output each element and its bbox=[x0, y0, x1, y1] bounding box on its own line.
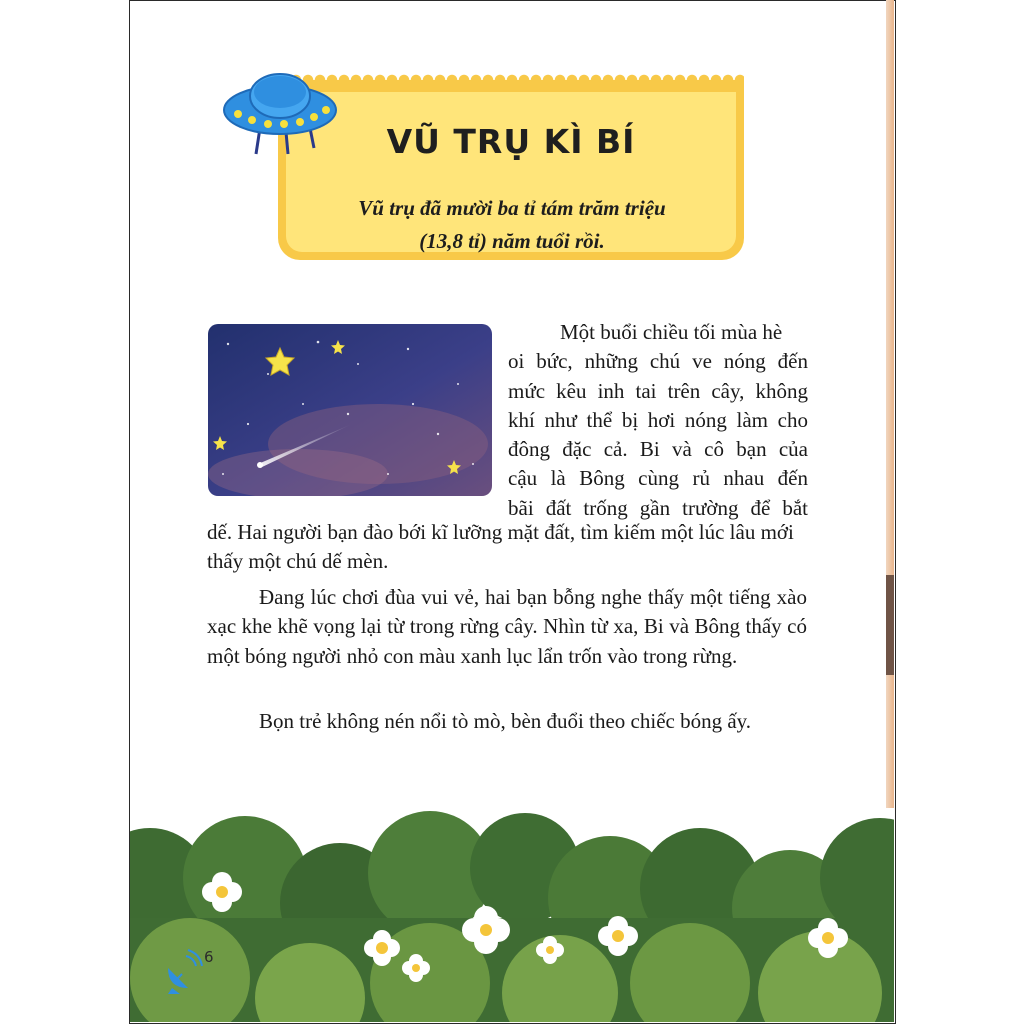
para1-line: mức kêu inh tai trên cây, không bbox=[508, 378, 808, 403]
paragraph-2: Đang lúc chơi đùa vui vẻ, hai bạn bỗng nghe thấy một tiếng xào xạc khe khẽ vọng lại từ trong rừng cây. Nhìn từ xa, Bi và Bông thấy có một bóng người nhỏ con màu xanh lục lẩn trốn vào trong rừng. bbox=[207, 585, 807, 668]
paragraph-1-continued: dế. Hai người bạn đào bới kĩ lưỡng mặt đất, tìm kiếm một lúc lâu mới thấy một chú dế mèn. bbox=[207, 520, 794, 574]
page-subtitle bbox=[300, 192, 724, 258]
subtitle-line-1: Vũ trụ đã mười ba tỉ tám trăm triệu bbox=[358, 196, 666, 220]
paragraph-1-wrapped bbox=[508, 318, 808, 523]
para1-line: oi bức, những chú ve nóng đến bbox=[508, 349, 808, 374]
bushes-illustration bbox=[130, 808, 894, 1022]
para1-line: cậu là Bông cùng rủ nhau đến bbox=[508, 466, 808, 491]
banner-scallop-edge bbox=[278, 74, 744, 86]
satellite-dish-icon bbox=[162, 948, 204, 994]
subtitle-line-2: (13,8 tỉ) năm tuổi rồi. bbox=[419, 229, 605, 253]
ufo-icon bbox=[222, 62, 340, 162]
para1-line: đông đặc cả. Bi và cô bạn của bbox=[508, 437, 808, 462]
page-number: 6 bbox=[204, 948, 214, 966]
para1-line: Một buổi chiều tối mùa hè bbox=[560, 320, 783, 344]
page-title: VŨ TRỤ KÌ BÍ bbox=[386, 122, 636, 161]
para1-line: khí như thể bị hơi nóng làm cho bbox=[508, 407, 808, 432]
para1-line: bãi đất trống gần trường để bắt bbox=[508, 495, 808, 520]
night-sky-illustration bbox=[208, 324, 492, 496]
paragraph-3: Bọn trẻ không nén nổi tò mò, bèn đuổi theo chiếc bóng ấy. bbox=[259, 709, 752, 733]
page-edge-shadow bbox=[886, 575, 894, 675]
